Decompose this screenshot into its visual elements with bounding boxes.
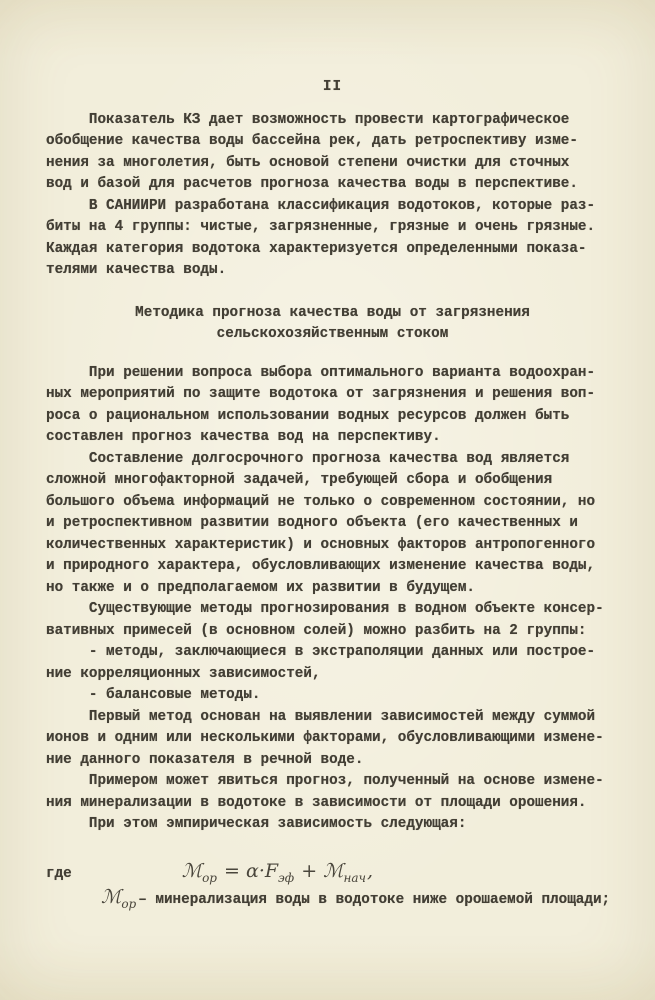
paragraph — [46, 110, 619, 196]
formula-part: = α·F — [217, 859, 279, 882]
text-line: сложной многофакторной задачей, требующей сбора и обобщения — [46, 472, 553, 488]
text-line: ние данного показателя в речной воде. — [46, 751, 364, 768]
definition-text: – минерализация воды в водотоке ниже орошаемой площади; — [138, 892, 611, 908]
text-line: ных мероприятий по защите водотока от загрязнения и решения воп- — [46, 386, 596, 402]
text-line: Каждая категория водотока характеризуется определенными показа- — [46, 240, 587, 257]
text-line: биты на 4 группы: чистые, загрязненные, грязные и очень грязные. — [46, 219, 596, 235]
text-line: Примером может явиться прогноз, полученный на основе измене- — [46, 773, 604, 789]
text-line: большого объема информаций не только о современном состоянии, но — [46, 493, 596, 510]
text-line: При этом эмпирическая зависимость следующая: — [46, 816, 467, 832]
text-line: вативных примесей (в основном солей) можно разбить на 2 группы: — [46, 622, 587, 639]
text-line: количественных характеристик) и основных факторов антропогенного — [46, 536, 596, 553]
text-line: телями качества воды. — [46, 262, 227, 278]
formula-part: ℳ — [181, 859, 203, 882]
formula-part: эф — [278, 870, 295, 885]
text-line: и ретроспективном развитии водного объекта (его качественных и — [46, 515, 578, 531]
text-line: Методика прогноза качества воды от загрязнения — [135, 304, 530, 321]
paragraph — [46, 363, 619, 449]
text-line: При решении вопроса выбора оптимального варианта водоохран- — [46, 364, 596, 381]
page-number: II — [322, 79, 343, 95]
definition-term-part: ор — [121, 897, 137, 911]
text-line: нения за многолетия, быть основой степени очистки для сточных — [46, 154, 570, 171]
formula-row — [46, 860, 619, 886]
text-line: Показатель КЗ дает возможность провести картографическое — [46, 111, 570, 128]
text-line: Составление долгосрочного прогноза качества вод является — [46, 450, 570, 467]
text-line: но также и о предполагаемом их развитии в будущем. — [46, 579, 475, 596]
definition-term — [101, 886, 137, 911]
text-line: ионов и одним или несколькими факторами, обусловливающими измене- — [46, 730, 604, 746]
text-line: и природного характера, обусловливающих изменение качества воды, — [46, 558, 596, 574]
definition-term-part: ℳ — [101, 886, 122, 908]
formula-part: + ℳ — [295, 859, 344, 882]
text-line: ния минерализации в водотоке в зависимости от площади орошения. — [46, 794, 587, 811]
text-line: сельскохозяйственным стоком — [216, 326, 449, 342]
text-line: вод и базой для расчетов прогноза качества воды в перспективе. — [46, 176, 578, 192]
paragraph — [46, 707, 619, 836]
text-line: В САНИИРИ разработана классификация водотоков, которые раз- — [46, 197, 596, 214]
text-line: составлен прогноз качества вод на перспективу. — [46, 429, 441, 445]
formula-label: где — [46, 865, 72, 882]
definition-row — [101, 886, 619, 912]
formula-part: , — [367, 859, 374, 882]
paragraph — [46, 196, 619, 282]
text-line: обобщение качества воды бассейна рек, дать ретроспективу изме- — [46, 133, 578, 149]
text-line: роса о рациональном использовании водных ресурсов должен быть — [46, 407, 570, 424]
formula-part: ор — [202, 870, 217, 885]
text-line: - балансовые методы. — [46, 687, 261, 703]
section-heading — [46, 303, 619, 346]
formula — [181, 859, 374, 885]
text-line: Существующие методы прогнозирования в водном объекте консер- — [46, 601, 604, 617]
formula-part: нач — [343, 870, 367, 885]
text-line: ние корреляционных зависимостей, — [46, 665, 321, 682]
text-line: Первый метод основан на выявлении зависимостей между суммой — [46, 708, 596, 725]
paragraph — [46, 599, 619, 707]
text-line: - методы, заключающиеся в экстраполяции данных или построе- — [46, 644, 596, 660]
paragraph — [46, 449, 619, 600]
